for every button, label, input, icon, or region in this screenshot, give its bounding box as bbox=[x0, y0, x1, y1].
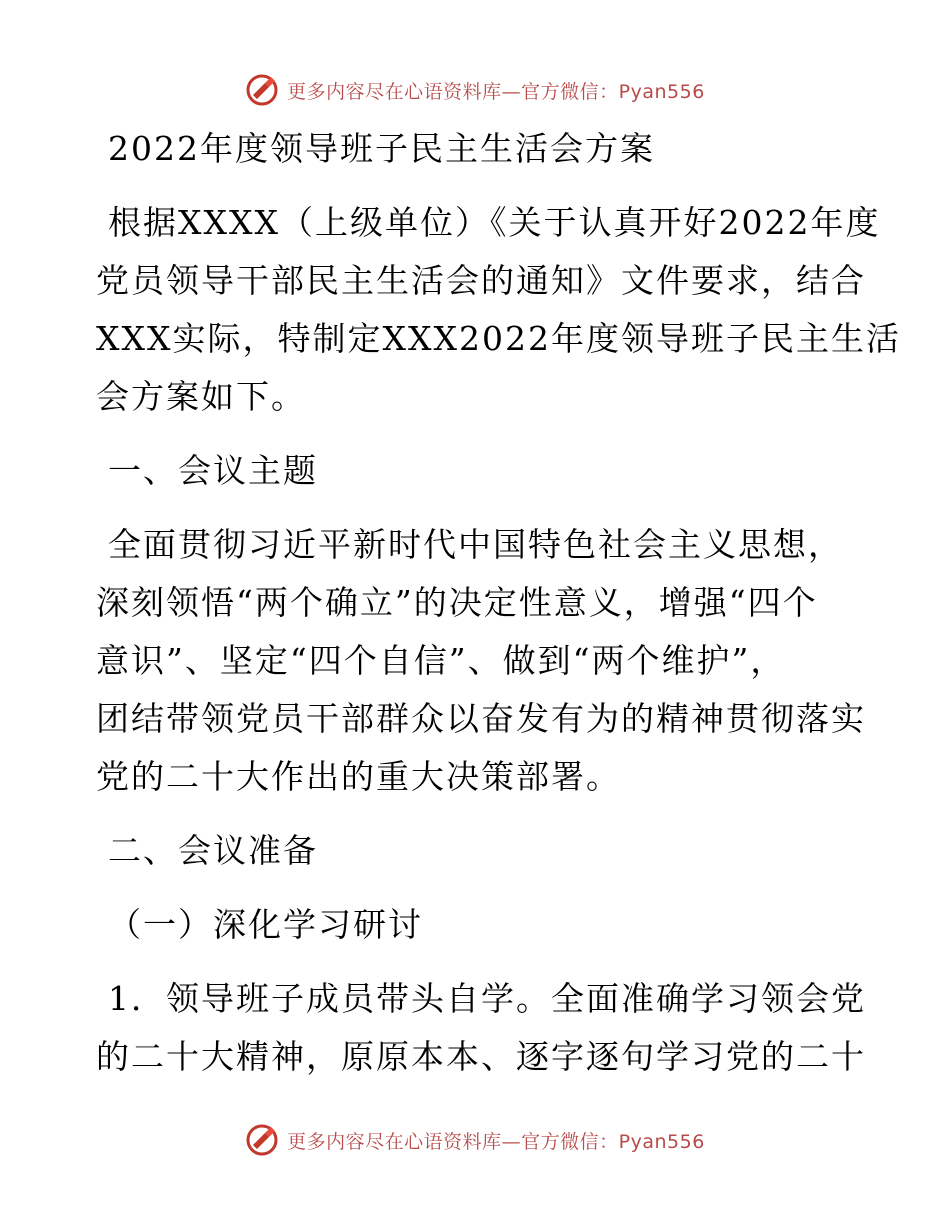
paragraph-line: 党的二十大作出的重大决策部署。 bbox=[96, 757, 621, 796]
subsection-heading-study: （一）深化学习研讨 bbox=[108, 905, 423, 944]
watermark-text: 更多内容尽在心语资料库—官方微信：Pyan556 bbox=[287, 1130, 705, 1153]
paragraph-line: 根据XXXX（上级单位）《关于认真开好2022年度 bbox=[108, 203, 881, 242]
paragraph-line: 意识”、坚定“四个自信”、做到“两个维护”， bbox=[96, 641, 786, 680]
paragraph-line: 1．领导班子成员带头自学。全面准确学习领会党 bbox=[108, 979, 866, 1018]
watermark-text: 更多内容尽在心语资料库—官方微信：Pyan556 bbox=[287, 80, 705, 103]
paragraph-line: XXX实际，特制定XXX2022年度领导班子民主生活 bbox=[96, 319, 901, 358]
intro-paragraph bbox=[96, 194, 901, 426]
paragraph-line: 团结带领党员干部群众以奋发有为的精神贯彻落实 bbox=[96, 699, 866, 738]
paragraph-line: 全面贯彻习近平新时代中国特色社会主义思想， bbox=[108, 525, 843, 564]
footer-watermark-banner bbox=[0, 1120, 950, 1160]
paragraph-line: 的二十大精神，原原本本、逐字逐句学习党的二十 bbox=[96, 1037, 866, 1076]
document-title: 2022年度领导班子民主生活会方案 bbox=[108, 129, 655, 168]
pen-circle-logo-icon bbox=[245, 1123, 279, 1157]
paragraph-line: 党员领导干部民主生活会的通知》文件要求，结合 bbox=[96, 261, 866, 300]
paragraph-line: 深刻领悟“两个确立”的决定性意义，增强“四个 bbox=[96, 583, 818, 622]
header-watermark-banner bbox=[0, 70, 950, 110]
paragraph-line: 会方案如下。 bbox=[96, 377, 306, 416]
document-body bbox=[96, 120, 901, 1086]
theme-paragraph bbox=[96, 516, 866, 806]
section-heading-meeting-preparation: 二、会议准备 bbox=[108, 831, 318, 870]
item1-paragraph bbox=[96, 970, 866, 1086]
section-heading-meeting-theme: 一、会议主题 bbox=[108, 451, 318, 490]
pen-circle-logo-icon bbox=[245, 73, 279, 107]
